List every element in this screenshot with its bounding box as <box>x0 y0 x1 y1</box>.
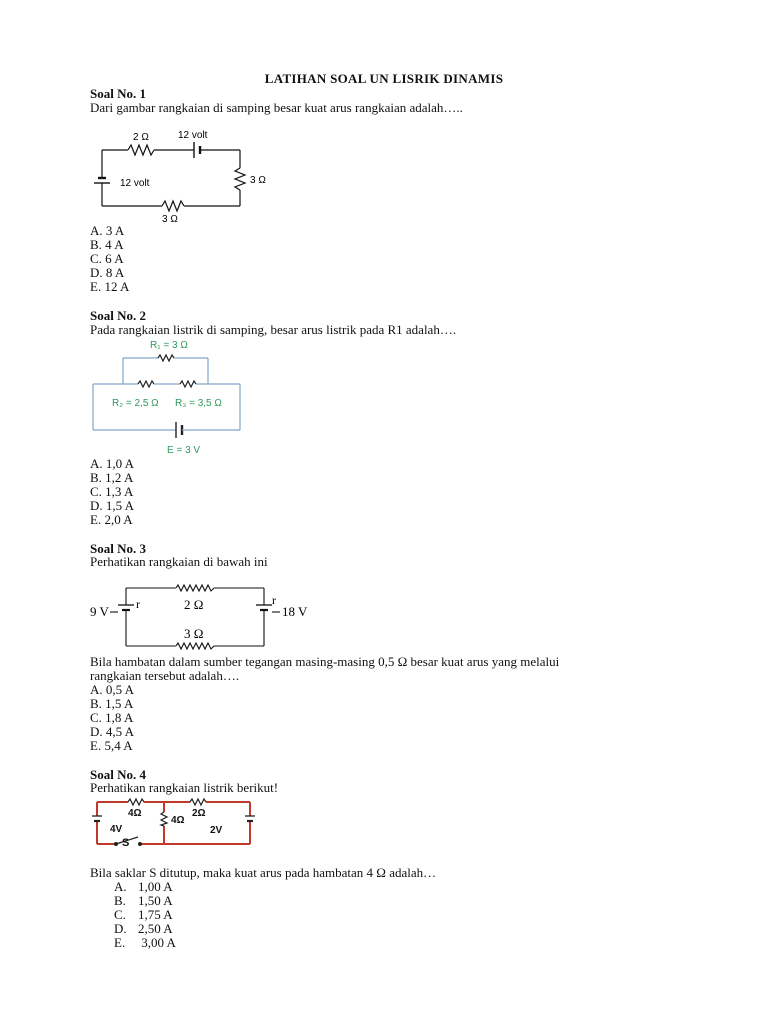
q1-options <box>90 224 129 294</box>
q1-heading: Soal No. 1 <box>90 86 146 101</box>
q2-option-a[interactable]: A. 1,0 A <box>90 456 135 471</box>
q2-label-r2: R₂ = 2,5 Ω <box>112 398 159 409</box>
q1-label-v-left: 12 volt <box>120 178 150 189</box>
q1-option-a[interactable]: A. 3 A <box>90 223 125 238</box>
q4-option-c[interactable]: C. 1,75 A <box>114 907 173 922</box>
q3-label-r-left: r <box>136 597 140 611</box>
q2-options <box>90 457 134 527</box>
q4-heading: Soal No. 4 <box>90 767 146 782</box>
q3-label-v-left: 9 V <box>90 604 109 619</box>
q2-option-b[interactable]: B. 1,2 A <box>90 470 134 485</box>
q1-option-b[interactable]: B. 4 A <box>90 237 124 252</box>
q3-intro: Perhatikan rangkaian di bawah ini <box>90 554 268 569</box>
q4-label-r-right: 2Ω <box>192 808 206 819</box>
q4-label-switch: S <box>122 837 130 849</box>
q3-question-line2: rangkaian tersebut adalah…. <box>90 668 240 683</box>
q4-label-v-right: 2V <box>210 825 223 836</box>
page-title: LATIHAN SOAL UN LISRIK DINAMIS <box>264 71 504 86</box>
q2-question: Pada rangkaian listrik di samping, besar arus listrik pada R1 adalah…. <box>90 322 457 337</box>
q2-label-r3: R₃ = 3,5 Ω <box>175 398 222 409</box>
q4-question: Bila saklar S ditutup, maka kuat arus pada hambatan 4 Ω adalah… <box>90 865 437 880</box>
q3-option-e[interactable]: E. 5,4 A <box>90 738 133 753</box>
q1-label-v-top: 12 volt <box>178 130 208 141</box>
q1-label-r-right: 3 Ω <box>250 175 266 186</box>
q3-question-line1: Bila hambatan dalam sumber tegangan masing-masing 0,5 Ω besar kuat arus yang melalui <box>90 654 560 669</box>
q4-label-r-left: 4Ω <box>128 808 142 819</box>
q1-question: Dari gambar rangkaian di samping besar kuat arus rangkaian adalah….. <box>90 100 463 115</box>
q3-circuit-diagram <box>88 578 318 652</box>
q1-circuit-diagram <box>88 128 288 224</box>
q2-option-d[interactable]: D. 1,5 A <box>90 498 135 513</box>
q1-label-r-bottom: 3 Ω <box>162 214 178 225</box>
q1-option-e[interactable]: E. 12 A <box>90 279 130 294</box>
q4-circuit-diagram <box>92 794 256 856</box>
q4-option-e[interactable]: E. 3,00 A <box>114 935 176 950</box>
q3-heading: Soal No. 3 <box>90 541 146 556</box>
q3-option-d[interactable]: D. 4,5 A <box>90 724 135 739</box>
q4-intro: Perhatikan rangkaian listrik berikut! <box>90 780 279 795</box>
q3-label-r-top: 2 Ω <box>184 597 204 612</box>
q2-label-r1: R₁ = 3 Ω <box>150 340 188 351</box>
q2-label-e: E = 3 V <box>167 445 201 456</box>
q3-label-r-bottom: 3 Ω <box>184 626 204 641</box>
q4-option-a[interactable]: A. 1,00 A <box>114 879 173 894</box>
q4-options <box>114 880 176 950</box>
q2-option-c[interactable]: C. 1,3 A <box>90 484 134 499</box>
q4-option-d[interactable]: D. 2,50 A <box>114 921 173 936</box>
q2-heading: Soal No. 2 <box>90 308 146 323</box>
q4-label-r-mid: 4Ω <box>171 815 185 826</box>
q3-option-b[interactable]: B. 1,5 A <box>90 696 134 711</box>
q3-label-v-right: 18 V <box>282 604 308 619</box>
q3-options <box>90 683 134 753</box>
q1-option-d[interactable]: D. 8 A <box>90 265 125 280</box>
q1-label-r-top: 2 Ω <box>133 132 149 143</box>
q4-label-v-left: 4V <box>110 824 123 835</box>
q3-option-a[interactable]: A. 0,5 A <box>90 682 135 697</box>
q2-circuit-diagram <box>90 336 248 460</box>
q4-option-b[interactable]: B. 1,50 A <box>114 893 173 908</box>
q3-option-c[interactable]: C. 1,8 A <box>90 710 134 725</box>
q2-option-e[interactable]: E. 2,0 A <box>90 512 133 527</box>
q1-option-c[interactable]: C. 6 A <box>90 251 124 266</box>
q3-label-r-right: r <box>272 593 276 607</box>
